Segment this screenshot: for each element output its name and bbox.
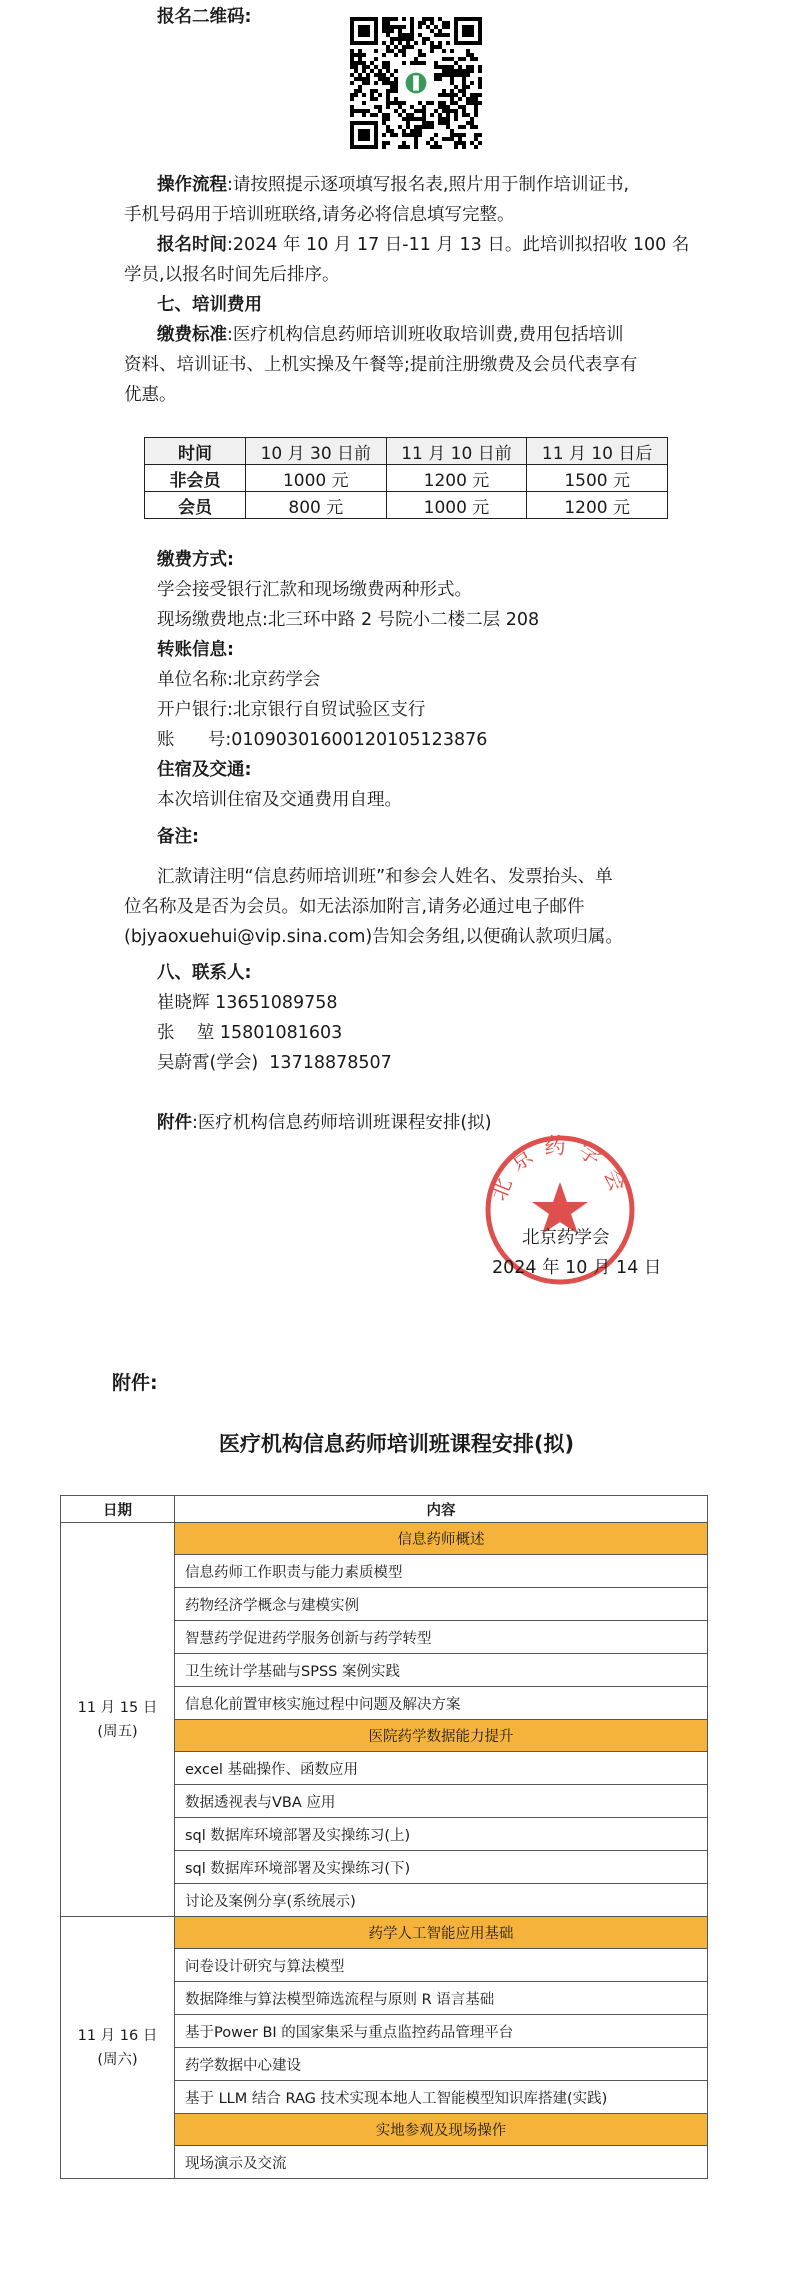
fees-heading: 七、培训费用 — [157, 295, 262, 315]
course-item: 数据降维与算法模型筛选流程与原则 R 语言基础 — [175, 1982, 708, 2015]
qr-center-logo-icon — [402, 69, 430, 97]
course-item: 现场演示及交流 — [175, 2146, 708, 2179]
fee-row-label: 非会员 — [145, 465, 246, 492]
standard-line-1 — [157, 320, 623, 350]
site-text: 现场缴费地点:北三环中路 2 号院小二楼二层 208 — [157, 610, 540, 630]
seal-text: 北京药学会 — [486, 1134, 634, 1205]
time-label: 报名时间 — [157, 235, 227, 255]
course-item: 药学数据中心建设 — [175, 2048, 708, 2081]
fee-cell: 1000 元 — [246, 465, 387, 492]
day-weekday: (周五) — [97, 1723, 138, 1740]
time-text-1: :2024 年 10 月 17 日-11 月 13 日。此培训拟招收 100 名 — [227, 235, 690, 255]
course-item: 信息药师工作职责与能力素质模型 — [175, 1555, 708, 1588]
account-text: 账 号:01090301600120105123876 — [157, 730, 488, 750]
note-text-1: 汇款请注明“信息药师培训班”和参会人姓名、发票抬头、单 — [157, 867, 613, 887]
process-text-1: :请按照提示逐项填写报名表,照片用于制作培训证书, — [227, 175, 630, 195]
lodging-text: 本次培训住宿及交通费用自理。 — [157, 790, 402, 810]
time-text-2: 学员,以报名时间先后排序。 — [124, 265, 340, 285]
course-item: 数据透视表与VBA 应用 — [175, 1785, 708, 1818]
transfer-label: 转账信息: — [157, 640, 234, 660]
signature-date: 2024 年 10 月 14 日 — [492, 1258, 662, 1278]
course-item: 讨论及案例分享(系统展示) — [175, 1884, 708, 1917]
day-date-cell — [61, 1917, 175, 2179]
fee-cell: 1200 元 — [386, 465, 527, 492]
time-line-1 — [157, 230, 689, 260]
standard-text-2: 资料、培训证书、上机实操及午餐等;提前注册缴费及会员代表享有 — [124, 355, 638, 375]
section-title: 实地参观及现场操作 — [175, 2114, 708, 2146]
course-item: sql 数据库环境部署及实操练习(下) — [175, 1851, 708, 1884]
attachment-note-text: :医疗机构信息药师培训班课程安排(拟) — [192, 1113, 492, 1133]
course-item: 基于 LLM 结合 RAG 技术实现本地人工智能模型知识库搭建(实践) — [175, 2081, 708, 2114]
fee-row-member — [145, 492, 668, 519]
course-item: 信息化前置审核实施过程中问题及解决方案 — [175, 1687, 708, 1720]
lodging-label: 住宿及交通: — [157, 760, 252, 780]
fee-header-cell: 时间 — [145, 438, 246, 465]
course-item: 智慧药学促进药学服务创新与药学转型 — [175, 1621, 708, 1654]
registration-qr-code[interactable] — [350, 17, 482, 149]
schedule-table — [60, 1495, 708, 2179]
contact-phone: 13651089758 — [215, 993, 338, 1013]
contact-name: 张 堃 — [157, 1023, 215, 1043]
note-label: 备注: — [157, 827, 199, 847]
contact-3 — [157, 1048, 392, 1078]
fee-cell: 1200 元 — [527, 492, 668, 519]
section-title: 药学人工智能应用基础 — [175, 1917, 708, 1949]
qr-finder-top-left-icon — [350, 17, 378, 45]
fee-cell: 1500 元 — [527, 465, 668, 492]
note-text-2: 位名称及是否为会员。如无法添加附言,请务必通过电子邮件 — [124, 897, 585, 917]
process-line-1 — [157, 170, 629, 200]
course-item: excel 基础操作、函数应用 — [175, 1752, 708, 1785]
day-date-cell — [61, 1523, 175, 1917]
standard-text-3: 优惠。 — [124, 385, 177, 405]
attachment-label: 附件: — [112, 1372, 158, 1394]
standard-text-1: :医疗机构信息药师培训班收取培训费,费用包括培训 — [227, 325, 624, 345]
course-item: 问卷设计研究与算法模型 — [175, 1949, 708, 1982]
attachment-note — [157, 1108, 492, 1138]
unit-text: 单位名称:北京药学会 — [157, 670, 321, 690]
bank-text: 开户银行:北京银行自贸试验区支行 — [157, 700, 426, 720]
course-item: 药物经济学概念与建模实例 — [175, 1588, 708, 1621]
day-weekday: (周六) — [97, 2051, 138, 2068]
fee-header-cell: 11 月 10 日后 — [527, 438, 668, 465]
section-title: 医院药学数据能力提升 — [175, 1720, 708, 1752]
col-date-header: 日期 — [61, 1496, 175, 1523]
contact-2 — [157, 1018, 342, 1048]
fee-row-label: 会员 — [145, 492, 246, 519]
fee-table — [144, 437, 668, 519]
contact-name: 崔晓辉 — [157, 993, 210, 1013]
section-row — [61, 1523, 708, 1555]
section-title: 信息药师概述 — [175, 1523, 708, 1555]
fee-header-cell: 11 月 10 日前 — [386, 438, 527, 465]
attachment-note-label: 附件 — [157, 1113, 192, 1133]
course-item: 基于Power BI 的国家集采与重点监控药品管理平台 — [175, 2015, 708, 2048]
col-content-header: 内容 — [175, 1496, 708, 1523]
contacts-heading: 八、联系人: — [157, 963, 252, 983]
contact-1 — [157, 988, 338, 1018]
method-text: 学会接受银行汇款和现场缴费两种形式。 — [157, 580, 472, 600]
qr-finder-bottom-left-icon — [350, 121, 378, 149]
qr-finder-top-right-icon — [454, 17, 482, 45]
contact-phone: 13718878507 — [269, 1053, 392, 1073]
course-item: 卫生统计学基础与SPSS 案例实践 — [175, 1654, 708, 1687]
standard-label: 缴费标准 — [157, 325, 227, 345]
fee-cell: 1000 元 — [386, 492, 527, 519]
process-label: 操作流程 — [157, 175, 227, 195]
fee-table-header — [145, 438, 668, 465]
qr-label: 报名二维码: — [157, 7, 252, 27]
section-row — [61, 1917, 708, 1949]
contact-phone: 15801081603 — [219, 1023, 343, 1043]
attachment-title: 医疗机构信息药师培训班课程安排(拟) — [218, 1432, 575, 1456]
method-label: 缴费方式: — [157, 550, 234, 570]
contact-name: 吴蔚霄(学会) — [157, 1053, 259, 1073]
course-item: sql 数据库环境部署及实操练习(上) — [175, 1818, 708, 1851]
process-text-2: 手机号码用于培训班联络,请务必将信息填写完整。 — [124, 205, 515, 225]
day-date: 11 月 16 日 — [77, 2027, 158, 2044]
day-date: 11 月 15 日 — [77, 1699, 158, 1716]
fee-row-nonmember — [145, 465, 668, 492]
schedule-header — [61, 1496, 708, 1523]
signature-org: 北京药学会 — [522, 1228, 610, 1248]
note-text-3: (bjyaoxuehui@vip.sina.com)告知会务组,以便确认款项归属。 — [124, 927, 623, 947]
fee-cell: 800 元 — [246, 492, 387, 519]
fee-header-cell: 10 月 30 日前 — [246, 438, 387, 465]
